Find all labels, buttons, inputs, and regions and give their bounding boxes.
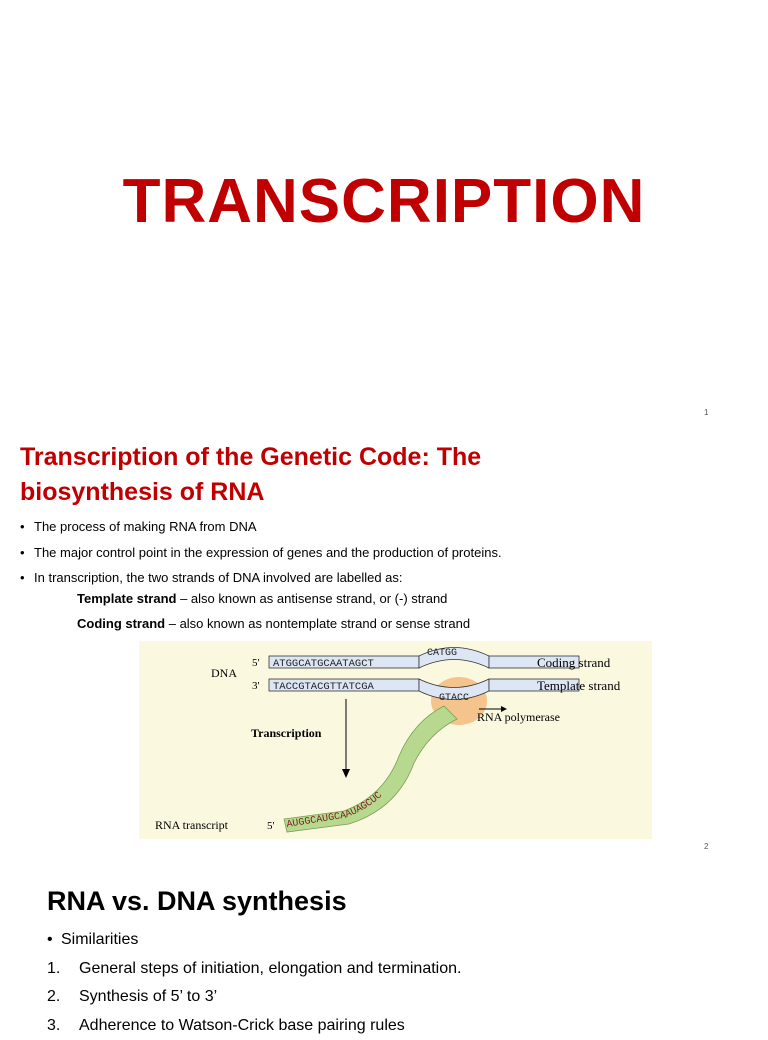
page-number: 2 <box>704 842 708 851</box>
similarities-heading <box>47 926 747 955</box>
rna-transcript-label: RNA transcript <box>155 818 229 832</box>
list-item <box>47 983 747 1012</box>
coding-strand-description: – also known as nontemplate strand or sense strand <box>165 616 470 631</box>
list-item-text: Synthesis of 5’ to 3’ <box>79 983 217 1012</box>
coding-strand-sequence: ATGGCATGCAATAGCT <box>273 658 374 670</box>
list-item <box>47 955 747 984</box>
transcription-diagram <box>139 641 652 839</box>
template-strand-description: – also known as antisense strand, or (-) strand <box>176 591 447 606</box>
list-item-text: General steps of initiation, elongation and termination. <box>79 955 461 984</box>
coding-five-prime-label: 5' <box>252 657 260 669</box>
coding-bubble-sequence: CATGG <box>427 648 457 659</box>
list-item-number: 3. <box>47 1012 60 1040</box>
rna-sequence-text: AUGGCAUGCAAUAGCUC <box>286 790 385 831</box>
similarities-list <box>47 926 747 1040</box>
slide-title-line-2: biosynthesis of RNA <box>20 475 740 510</box>
dna-label: DNA <box>211 666 237 680</box>
coding-strand-term: Coding strand <box>77 616 165 631</box>
list-item-number: 2. <box>47 983 60 1012</box>
coding-strand-definition <box>77 616 470 631</box>
transcription-label: Transcription <box>251 726 322 740</box>
slide-title: RNA vs. DNA synthesis <box>47 886 347 917</box>
list-item-number: 1. <box>47 955 60 984</box>
slide-3 <box>0 860 768 1024</box>
template-three-prime-label: 3' <box>252 680 260 692</box>
rna-five-prime-label: 5' <box>267 820 275 832</box>
slide-title-line-1: Transcription of the Genetic Code: The <box>20 440 740 475</box>
bullet-item: • In transcription, the two strands of DNA involved are labelled as: <box>20 565 740 591</box>
list-item-text: Adherence to Watson-Crick base pairing rules <box>79 1012 405 1040</box>
template-bubble-sequence: GTACC <box>439 693 469 704</box>
list-item <box>47 1012 747 1040</box>
page-number: 1 <box>704 408 708 417</box>
slide-title <box>20 440 740 510</box>
bullet-item: • The major control point in the expression of genes and the production of proteins. <box>20 540 740 566</box>
slide-1 <box>0 0 768 400</box>
coding-strand-label: Coding strand <box>537 655 611 670</box>
template-strand-sequence: TACCGTACGTTATCGA <box>273 681 375 693</box>
rna-polymerase-label: RNA polymerase <box>477 710 560 724</box>
bullet-list <box>20 514 740 591</box>
slide-2 <box>0 420 768 840</box>
template-strand-definition <box>77 591 447 606</box>
template-strand-label: Template strand <box>537 678 621 693</box>
bullet-item: • The process of making RNA from DNA <box>20 514 740 540</box>
slide-title: TRANSCRIPTION <box>0 166 768 237</box>
similarities-label: Similarities <box>61 926 138 955</box>
bullet-icon: • <box>47 926 53 955</box>
template-strand-term: Template strand <box>77 591 176 606</box>
